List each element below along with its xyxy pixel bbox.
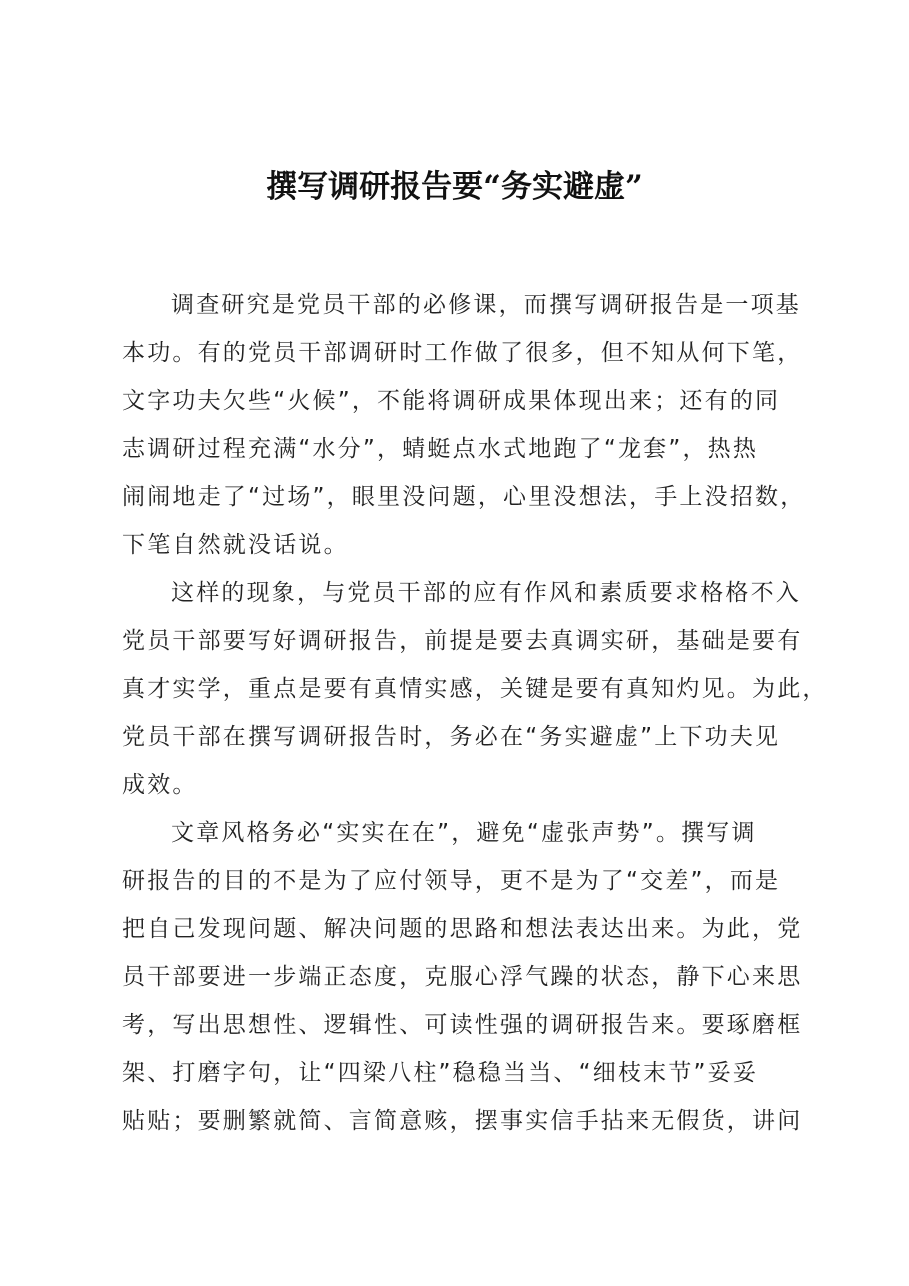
text-line: 文章风格务必“实实在在”，避免“虚张声势”。撰写调 [171, 820, 757, 846]
paragraph-1 [122, 281, 812, 569]
text-line: 文字功夫欠些“火候”，不能将调研成果体现出来；还有的同 [122, 388, 781, 414]
text-line: 贴贴；要删繁就简、言简意赅，摆事实信手拈来无假货，讲问 [122, 1108, 803, 1134]
document-body [122, 281, 828, 1145]
text-line: 把自己发现问题、解决问题的思路和想法表达出来。为此，党 [122, 916, 803, 942]
text-line: 志调研过程充满“水分”，蜻蜓点水式地跑了“龙套”，热热 [122, 436, 759, 462]
paragraph-3 [122, 809, 812, 1145]
text-line: 党员干部在撰写调研报告时，务必在“务实避虚”上下功夫见 [122, 724, 781, 750]
text-line: 真才实学，重点是要有真情实感，关键是要有真知灼见。为此， [122, 676, 828, 702]
text-line: 考，写出思想性、逻辑性、可读性强的调研报告来。要琢磨框 [122, 1012, 803, 1038]
text-line: 研报告的目的不是为了应付领导，更不是为了“交差”，而是 [122, 868, 781, 894]
text-line: 下笔自然就没话说。 [122, 532, 349, 558]
document-title: 撰写调研报告要“务实避虚” [266, 169, 643, 205]
text-line: 成效。 [122, 772, 198, 798]
text-line: 架、打磨字句，让“四梁八柱”稳稳当当、“细枝末节”妥妥 [122, 1060, 759, 1086]
text-line: 本功。有的党员干部调研时工作做了很多，但不知从何下笔， [122, 340, 803, 366]
text-line: 调查研究是党员干部的必修课，而撰写调研报告是一项基 [171, 292, 801, 318]
paragraph-2 [122, 569, 828, 809]
text-line: 员干部要进一步端正态度，克服心浮气躁的状态，静下心来思 [122, 964, 803, 990]
text-line: 这样的现象，与党员干部的应有作风和素质要求格格不入 [171, 580, 801, 606]
text-line: 党员干部要写好调研报告，前提是要去真调实研，基础是要有 [122, 628, 803, 654]
text-line: 闹闹地走了“过场”，眼里没问题，心里没想法，手上没招数， [122, 484, 806, 510]
